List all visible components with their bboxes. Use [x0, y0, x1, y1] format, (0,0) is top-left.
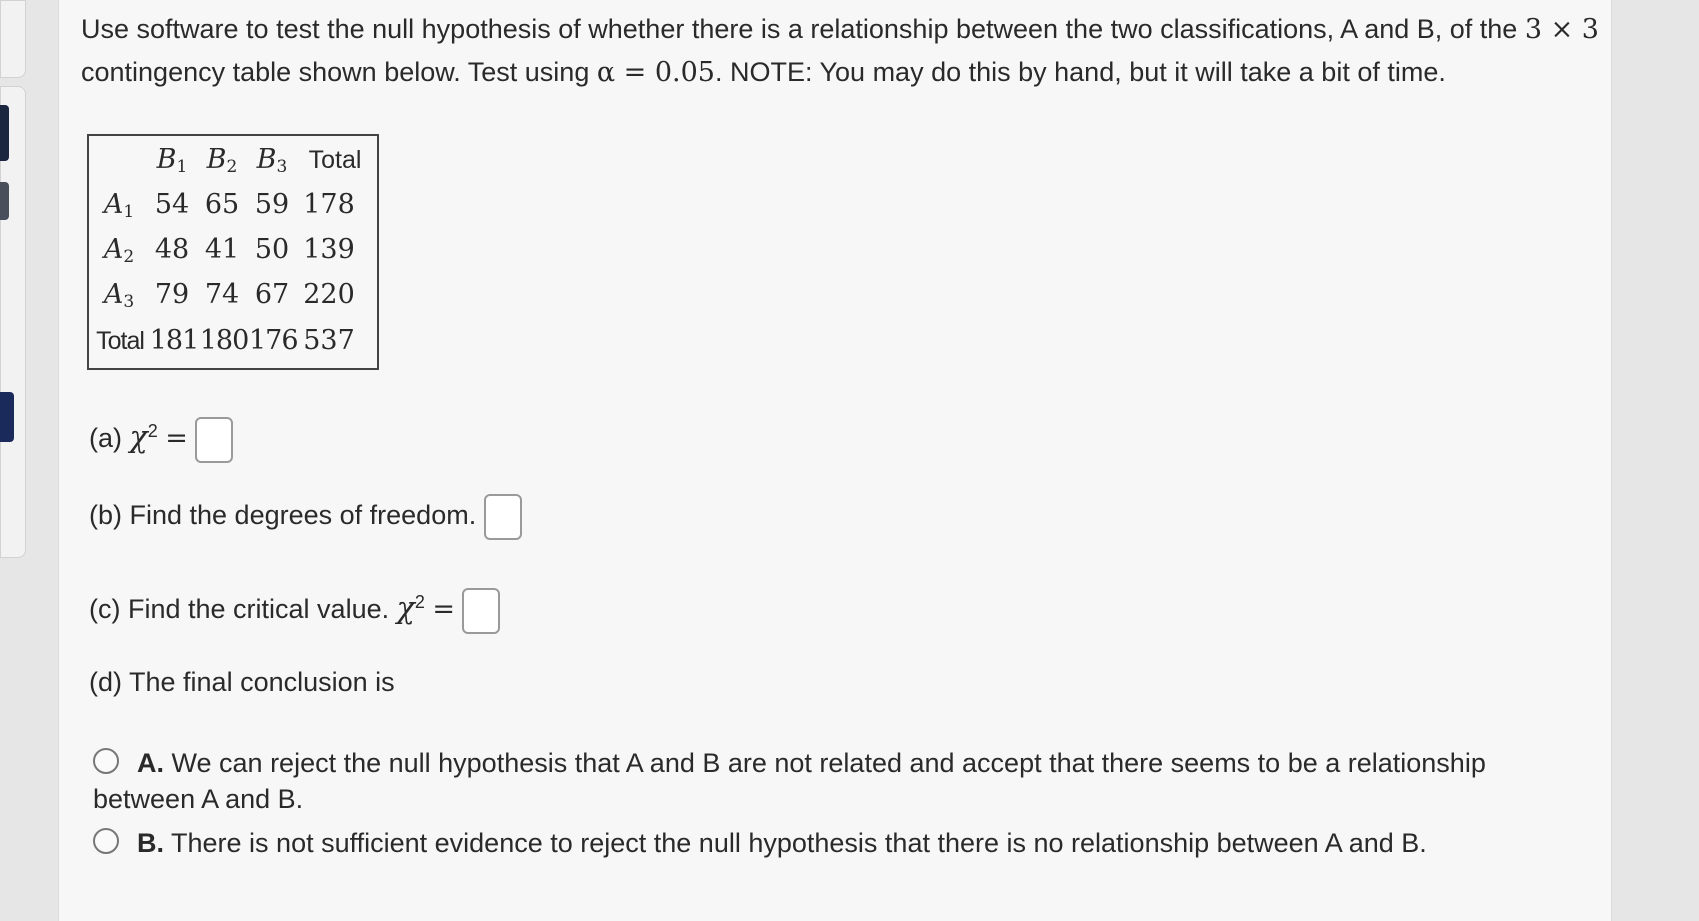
row-label-a1: $A_1$ [103, 189, 135, 222]
part-d: (d) The final conclusion is [89, 667, 395, 697]
table-cell: 176 [249, 325, 298, 356]
table-header-row [89, 138, 377, 182]
table-cell: 180 [199, 325, 249, 356]
chi-square-answer-input[interactable] [195, 417, 233, 463]
contingency-table [87, 134, 379, 370]
table-total-row [89, 319, 377, 363]
table-cell: 50 [254, 234, 290, 265]
col-header-total: Total [308, 146, 362, 174]
alpha-expression: α = 0.05 [596, 57, 715, 88]
col-header-b2: $B_2$ [206, 144, 238, 177]
table-row [89, 273, 377, 317]
table-cell: 65 [204, 189, 240, 220]
question-text: Use software to test the null hypothesis of whether there is a relationship between the two classifications, A and B, of the 3 × 3 contingency table shown below. Test using α = 0.05. NOTE: You may do this by hand, but it will take a bit of time. [81, 14, 1599, 88]
table-row [89, 183, 377, 227]
table-cell: 54 [154, 189, 190, 220]
option-b[interactable]: B. There is not sufficient evidence to reject the null hypothesis that there is no relationship between A and B. [137, 828, 1427, 858]
table-cell: 41 [204, 234, 240, 265]
side-tab-top [0, 0, 26, 78]
side-marker [0, 105, 9, 161]
row-label-a3: $A_3$ [103, 279, 135, 312]
table-cell: 220 [303, 279, 355, 310]
table-cell: 48 [154, 234, 190, 265]
table-row [89, 228, 377, 272]
table-cell: 139 [303, 234, 355, 265]
degrees-of-freedom-input[interactable] [484, 494, 522, 540]
side-marker [0, 182, 9, 220]
table-cell: 67 [254, 279, 290, 310]
col-header-b1: $B_1$ [156, 144, 188, 177]
table-size: 3 × 3 [1524, 14, 1599, 45]
option-a[interactable]: A. We can reject the null hypothesis that A and B are not related and accept that there seems to be a relationship between A and B. [93, 748, 1486, 814]
side-marker-active [0, 392, 14, 442]
table-cell: 178 [303, 189, 355, 220]
table-cell: 79 [154, 279, 190, 310]
table-cell: 59 [254, 189, 290, 220]
critical-value-input[interactable] [462, 588, 500, 634]
part-a: (a) $\chi^2$ = [89, 406, 233, 464]
table-cell: 74 [204, 279, 240, 310]
row-label-a2: $A_2$ [103, 234, 135, 267]
table-cell: 537 [303, 325, 355, 356]
question-panel [58, 0, 1612, 921]
table-cell: 181 [149, 325, 199, 356]
row-label-total: Total [96, 327, 144, 355]
col-header-b3: $B_3$ [256, 144, 288, 177]
part-c: (c) Find the critical value. $\chi^2$ = [89, 577, 500, 635]
part-b: (b) Find the degrees of freedom. [89, 490, 522, 540]
